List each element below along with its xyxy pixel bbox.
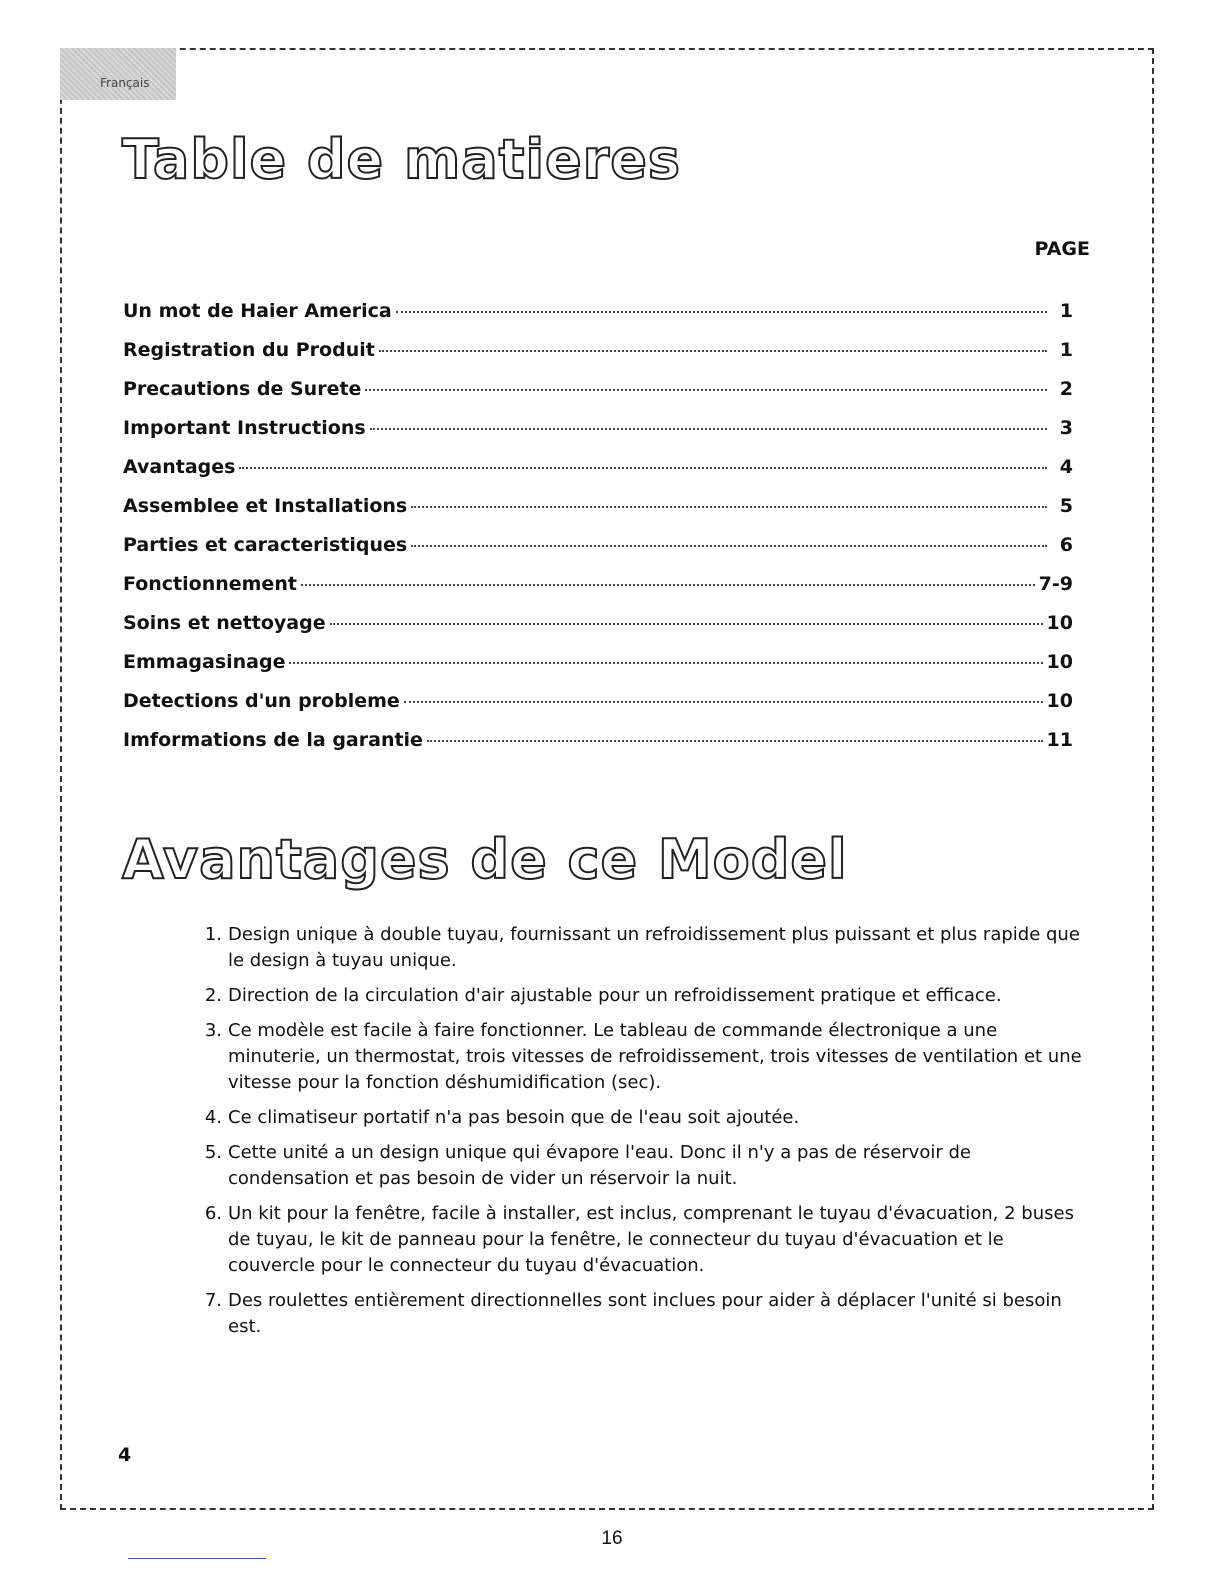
advantage-number: 6.: [204, 1203, 222, 1224]
toc-entry-title: Soins et nettoyage: [123, 612, 326, 634]
advantages-title: Avantages de ce Model: [122, 828, 848, 891]
scan-page-number: 16: [601, 1528, 623, 1549]
toc-entry: [123, 651, 1073, 690]
toc-entry-title: Un mot de Haier America: [123, 300, 392, 322]
toc-entry-page: 4: [1059, 456, 1073, 478]
toc-entry-page: 5: [1059, 495, 1073, 517]
toc-entry: [123, 378, 1073, 417]
advantages-list: [190, 922, 1090, 1349]
toc-entry: [123, 417, 1073, 456]
advantage-item: [190, 922, 1090, 974]
toc-entry-page: 10: [1046, 651, 1073, 673]
advantage-text: Direction de la circulation d'air ajustable pour un refroidissement pratique et efficace.: [228, 985, 1002, 1006]
toc-entry: [123, 456, 1073, 495]
advantage-number: 3.: [204, 1020, 222, 1041]
toc-leader: [411, 506, 1047, 508]
toc-entry-page: 11: [1046, 729, 1073, 751]
language-tab: [60, 48, 176, 100]
toc-leader: [411, 545, 1047, 547]
table-of-contents: [123, 300, 1073, 768]
advantage-text: Design unique à double tuyau, fournissant un refroidissement plus puissant et plus rapide que le design à tuyau unique.: [228, 924, 1080, 971]
toc-entry-page: 6: [1059, 534, 1073, 556]
advantage-item: [190, 1288, 1090, 1340]
toc-entry-page: 7-9: [1038, 573, 1073, 595]
toc-leader: [365, 389, 1047, 391]
toc-entry-page: 3: [1059, 417, 1073, 439]
toc-entry: [123, 573, 1073, 612]
toc-entry-title: Precautions de Surete: [123, 378, 362, 400]
advantage-text: Ce climatiseur portatif n'a pas besoin que de l'eau soit ajoutée.: [228, 1107, 800, 1128]
language-label: Français: [100, 76, 150, 90]
toc-title: Table de matieres: [122, 128, 682, 191]
toc-entry-page: 1: [1059, 339, 1073, 361]
advantage-item: [190, 1201, 1090, 1279]
advantage-number: 1.: [204, 924, 222, 945]
advantage-item: [190, 1018, 1090, 1096]
toc-entry-page: 1: [1059, 300, 1073, 322]
toc-entry-title: Registration du Produit: [123, 339, 375, 361]
toc-leader: [330, 623, 1043, 625]
advantage-text: Des roulettes entièrement directionnelles sont inclues pour aider à déplacer l'unité si besoin est.: [228, 1290, 1062, 1337]
toc-leader: [239, 467, 1047, 469]
toc-entry: [123, 534, 1073, 573]
toc-entry-title: Detections d'un probleme: [123, 690, 400, 712]
advantage-item: [190, 1105, 1090, 1131]
toc-entry-page: 10: [1046, 612, 1073, 634]
toc-entry-title: Assemblee et Installations: [123, 495, 408, 517]
toc-entry: [123, 729, 1073, 768]
toc-entry-page: 10: [1046, 690, 1073, 712]
advantage-number: 4.: [204, 1107, 222, 1128]
toc-entry-title: Avantages: [123, 456, 236, 478]
toc-leader: [396, 311, 1047, 313]
toc-entry-title: Imformations de la garantie: [123, 729, 423, 751]
advantage-item: [190, 1140, 1090, 1192]
toc-entry: [123, 612, 1073, 651]
advantage-text: Cette unité a un design unique qui évapore l'eau. Donc il n'y a pas de réservoir de condensation et pas besoin de vider un réservoir la nuit.: [228, 1142, 971, 1189]
footer-underline: [128, 1558, 266, 1559]
toc-leader: [370, 428, 1047, 430]
toc-leader: [301, 584, 1035, 586]
page-column-header: PAGE: [1034, 238, 1090, 260]
toc-entry-title: Parties et caracteristiques: [123, 534, 408, 556]
toc-leader: [404, 701, 1043, 703]
toc-entry: [123, 339, 1073, 378]
advantage-text: Un kit pour la fenêtre, facile à installer, est inclus, comprenant le tuyau d'évacuation, 2 buses de tuyau, le kit de panneau pour la fenêtre, le connecteur du tuyau d'évacuation et le couvercle pour le connecteur du tuyau d'évacuation.: [228, 1203, 1074, 1276]
toc-entry: [123, 690, 1073, 729]
advantage-item: [190, 983, 1090, 1009]
toc-entry: [123, 300, 1073, 339]
advantage-number: 5.: [204, 1142, 222, 1163]
toc-entry-title: Fonctionnement: [123, 573, 297, 595]
page-number: 4: [118, 1444, 132, 1466]
toc-entry-title: Important Instructions: [123, 417, 366, 439]
toc-entry: [123, 495, 1073, 534]
toc-entry-title: Emmagasinage: [123, 651, 286, 673]
advantage-number: 7.: [204, 1290, 222, 1311]
toc-leader: [289, 662, 1042, 664]
toc-entry-page: 2: [1059, 378, 1073, 400]
advantage-number: 2.: [204, 985, 222, 1006]
toc-leader: [427, 740, 1043, 742]
toc-leader: [379, 350, 1047, 352]
advantage-text: Ce modèle est facile à faire fonctionner. Le tableau de commande électronique a une minuterie, un thermostat, trois vitesses de refroidissement, trois vitesses de ventilation et une vitesse pour la fonction déshumidification (sec).: [228, 1020, 1082, 1093]
